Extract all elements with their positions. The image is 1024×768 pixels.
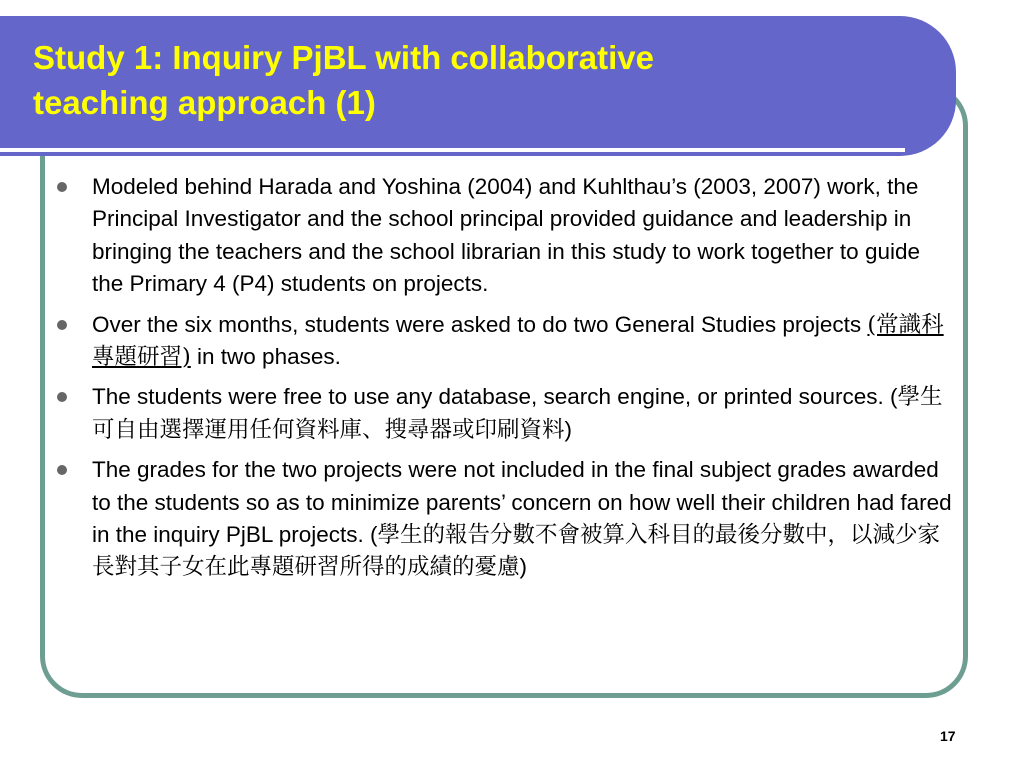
chinese-translation: 學生的報告分數不會被算入科目的最後分數中，以減少家長對其子女在此專題研習所得的成績的憂慮 <box>92 522 941 581</box>
bullet-item-4 <box>57 454 952 584</box>
bullet-dot-icon <box>57 465 67 475</box>
bullet-item-1 <box>57 171 952 301</box>
bullet-text-end: ) <box>564 416 573 442</box>
bullet-text: The students were free to use any database, search engine, or printed sources. ( <box>92 384 898 410</box>
bullet-text: Over the six months, students were asked to do two General Studies projects <box>92 311 868 337</box>
slide-title: Study 1: Inquiry PjBL with collaborative teaching approach (1) <box>33 39 654 121</box>
bullet-dot-icon <box>57 182 67 192</box>
bullet-dot-icon <box>57 320 67 330</box>
title-underline <box>0 148 905 152</box>
bullet-list <box>57 171 952 592</box>
bullet-text: The grades for the two projects were not included in the final subject grades awarded to the students so as to minimize parents’ concern on how well their children had fared in the inquiry PjBL projects. ( <box>92 457 952 548</box>
bullet-dot-icon <box>57 392 67 402</box>
bullet-item-2 <box>57 309 952 374</box>
chinese-underlined-term: (常識科專題研習) <box>92 311 944 371</box>
bullet-item-3 <box>57 381 952 446</box>
bullet-text-end: in two phases. <box>190 344 341 370</box>
page-number: 17 <box>940 728 956 744</box>
bullet-text: Modeled behind Harada and Yoshina (2004) and Kuhlthau’s (2003, 2007) work, the Principal Investigator and the school principal provided guidance and leadership in bringing the teachers and the school librarian in this study to work together to guide the Primary 4 (P4) students on projects. <box>92 174 920 297</box>
bullet-text-end: ) <box>519 554 528 580</box>
chinese-translation: 學生可自由選擇運用任何資料庫、搜尋器或印刷資料 <box>92 384 943 443</box>
